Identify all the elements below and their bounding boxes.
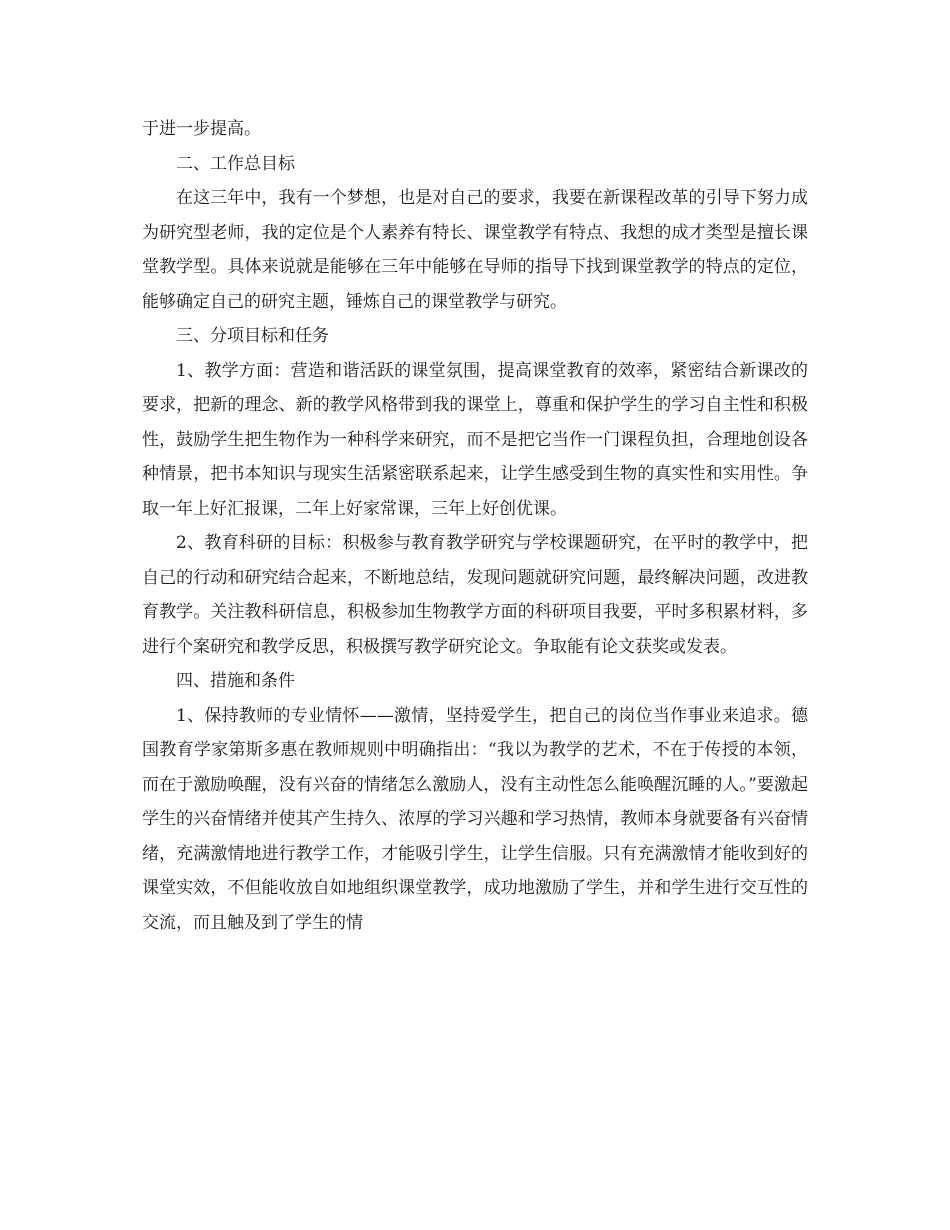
section-heading-overall-goal: 二、工作总目标 — [176, 153, 295, 174]
paragraph-teaching-goal: 1、教学方面：营造和谐活跃的课堂氛围，提高课堂教育的效率，紧密结合新课改的要求，把新的理念、新的教学风格带到我的课堂上，尊重和保护学生的学习自主性和积极性，鼓励学生把生物作为一种科学来研究，而不是把它当作一门课程负担，合理地创设各种情景，把书本知识与现实生活紧密联系起来，让学生感受到生物的真实性和实用性。争取一年上好汇报课，二年上好家常课，三年上好创优课。 — [142, 360, 808, 519]
paragraph-overall-goal: 在这三年中，我有一个梦想，也是对自己的要求，我要在新课程改革的引导下努力成为研究型老师，我的定位是个人素养有特长、课堂教学有特点、我想的成才类型是擅长课堂教学型。具体来说就是能够在三年中能够在导师的指导下找到课堂教学的特点的定位，能够确定自己的研究主题，锤炼自己的课堂教学与研究。 — [142, 188, 808, 312]
section-heading-sub-goals: 三、分项目标和任务 — [176, 326, 329, 346]
section-heading-measures: 四、措施和条件 — [176, 671, 295, 691]
paragraph-research-goal: 2、教育科研的目标：积极参与教育教学研究与学校课题研究，在平时的教学中，把自己的行动和研究结合起来，不断地总结，发现问题就研究问题，最终解决问题，改进教育教学。关注教科研信息，积极参加生物教学方面的科研项目我要，平时多积累材料，多进行个案研究和教学反思，积极撰写教学研究论文。争取能有论文获奖或发表。 — [142, 533, 808, 657]
paragraph-measure-passion: 1、保持教师的专业情怀——激情，坚持爱学生，把自己的岗位当作事业来追求。德国教育学家第斯多惠在教师规则中明确指出：“我以为教学的艺术，不在于传授的本领，而在于激励唤醒，没有兴奋的情绪怎么激励人，没有主动性怎么能唤醒沉睡的人。”要激起学生的兴奋情绪并使其产生持久、浓厚的学习兴趣和学习热情，教师本身就要备有兴奋情绪，充满激情地进行教学工作，才能吸引学生，让学生信服。只有充满激情才能收到好的课堂实效，不但能收放自如地组织课堂教学，成功地激励了学生，并和学生进行交互性的交流，而且触及到了学生的情 — [142, 705, 808, 933]
paragraph-continuation: 于进一步提高。 — [142, 119, 261, 139]
document-body — [142, 112, 808, 940]
